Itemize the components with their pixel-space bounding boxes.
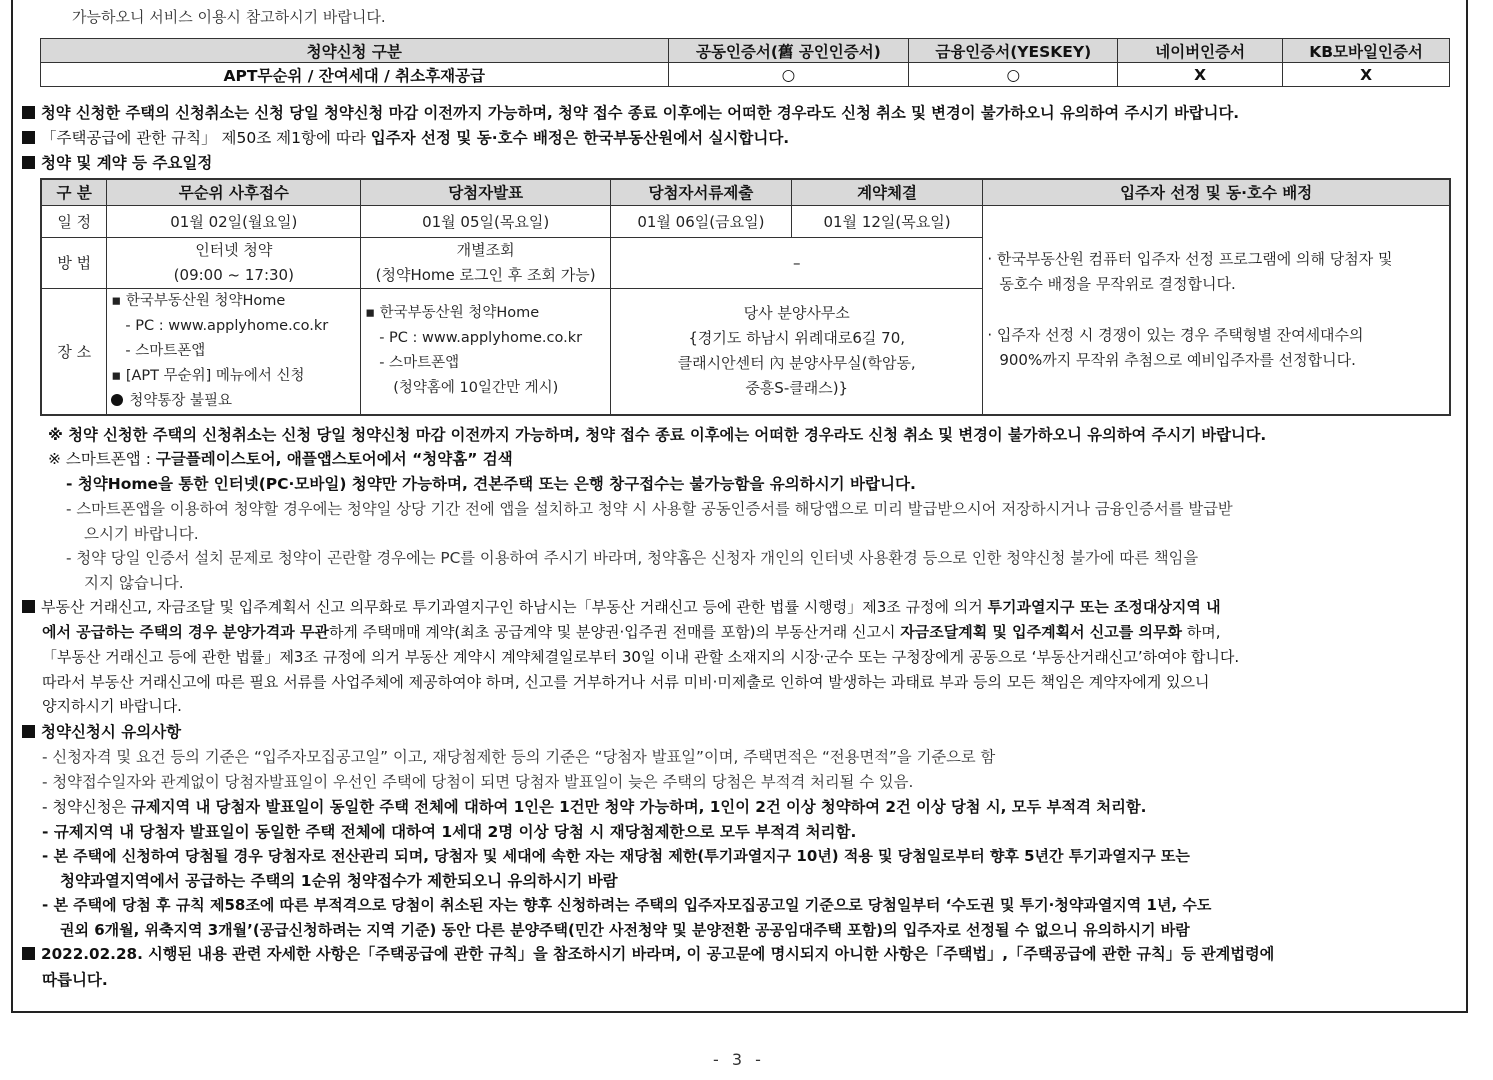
table-header-cell: KB모바일인증서	[1283, 39, 1450, 63]
certificate-table	[40, 38, 1450, 87]
bullet-dot-icon	[111, 394, 123, 406]
note-cert-problem-cont: 지지 않습니다.	[84, 574, 184, 592]
note-app-install: - 스마트폰앱을 이용하여 청약할 경우에는 청약일 상당 기간 전에 앱을 설치하고 청약 시 사용할 공동인증서를 해당앱으로 미리 발급받으시어 저장하시거나 금융인증서를 발급받	[66, 500, 1233, 518]
section-heading: 청약신청시 유의사항	[41, 723, 182, 741]
cell-line: (09:00 ~ 17:30)	[173, 265, 294, 284]
table-cell	[611, 288, 983, 415]
caution-title	[22, 720, 181, 742]
bullet-square-icon	[22, 131, 35, 144]
caution-item: - 본 주택에 신청하여 당첨될 경우 당첨자로 전산관리 되며, 당첨자 및 세대에 속한 자는 재당첨 제한(투기과열지구 10년) 적용 및 당첨일로부터 향후 5년간 투기과열지구 또는	[42, 847, 1190, 865]
final-notice-cont: 따릅니다.	[42, 971, 108, 989]
note-internet-only: - 청약Home을 통한 인터넷(PC·모바일) 청약만 가능하며, 견본주택 또는 은행 창구접수는 불가능함을 유의하시기 바랍니다.	[66, 475, 916, 493]
caution-item: - 규제지역 내 당첨자 발표일이 동일한 주택 전체에 대하여 1세대 2명 이상 당첨 시 재당첨제한으로 모두 부적격 처리함.	[42, 823, 857, 841]
cell-line: ▪ 한국부동산원 청약Home	[111, 292, 286, 309]
row-label: 방 법	[41, 237, 107, 288]
bullet-square-icon	[22, 725, 35, 738]
table-header-cell: 계약체결	[791, 179, 983, 205]
bullet-square-icon	[22, 106, 35, 119]
assignment-line: · 입주자 선정 시 경쟁이 있는 경우 주택형별 잔여세대수의	[987, 325, 1364, 344]
table-header-cell: 청약신청 구분	[41, 39, 669, 63]
schedule-title	[22, 151, 212, 173]
realestate-notice-line: 「부동산 거래신고 등에 관한 법률」제3조 규정에 의거 부동산 계약시 계약체결일로부터 30일 이내 관할 소재지의 시장·군수 또는 구청장에게 공동으로 ‘부동산거래신고’하여야 합니다.	[42, 648, 1240, 666]
note-cancel: ※ 청약 신청한 주택의 신청취소는 신청 당일 청약신청 마감 이전까지 가능하며, 청약 접수 종료 이후에는 어떠한 경우라도 신청 취소 및 변경이 불가하오니 유의하여 주시기 바랍니다.	[48, 426, 1267, 444]
notice-text: 부동산 거래신고, 자금조달 및 입주계획서 신고 의무화로 투기과열지구인 하남시는「부동산 거래신고 등에 관한 법률 시행령」제3조 규정에 의거	[41, 598, 988, 616]
notice-text: 「주택공급에 관한 규칙」 제50조 제1항에 따라	[41, 129, 371, 147]
notice-text-bold: 입주자 선정 및 동·호수 배정은 한국부동산원에서 실시합니다.	[370, 129, 790, 147]
cell-line: 중흥S-클래스)}	[745, 379, 849, 397]
cell-line: (청약홈에 10일간만 게시)	[393, 380, 559, 396]
notice-assignment	[22, 126, 789, 148]
table-cell	[361, 237, 611, 288]
table-header-cell: 구 분	[41, 179, 107, 205]
cell-line: - 스마트폰앱	[379, 355, 460, 371]
caution-item: - 본 주택에 당첨 후 규칙 제58조에 따른 부적격으로 당첨이 취소된 자는 향후 신청하려는 주택의 입주자모집공고일 기준으로 당첨일부터 ‘수도권 및 투기·청약과열지역 1년, 수도	[42, 896, 1212, 914]
notice-text-bold: 자금조달계획 및 입주계획서 신고를 의무화	[900, 623, 1182, 641]
assignment-line: 동호수 배정을 무작위로 결정합니다.	[999, 274, 1236, 293]
notice-text-bold: 에서 공급하는 주택의 경우 분양가격과 무관	[42, 623, 329, 641]
cell-line: - PC : www.applyhome.co.kr	[379, 330, 583, 346]
note-text-bold: 구글플레이스토어, 애플앱스토어에서 “청약홈” 검색	[155, 450, 513, 468]
table-header-cell: 당첨자발표	[361, 179, 611, 205]
table-cell: 01월 12일(목요일)	[791, 205, 983, 237]
cell-line: {경기도 하남시 위례대로6길 70,	[688, 329, 906, 347]
table-row	[41, 205, 1450, 237]
notice-cancel	[22, 101, 1239, 123]
cell-line: ▪ [APT 무순위] 메뉴에서 신청	[111, 367, 305, 384]
table-cell	[107, 288, 361, 415]
cell-line	[111, 389, 360, 414]
table-row	[41, 63, 1450, 87]
cell-line: 클래시안센터 內 분양사무실(학암동,	[677, 354, 916, 372]
table-cell: ○	[668, 63, 909, 87]
assignment-line: 900%까지 무작위 추첨으로 예비입주자를 선정합니다.	[999, 350, 1356, 369]
table-header-cell: 당첨자서류제출	[611, 179, 792, 205]
page-number: - 3 -	[713, 1050, 765, 1069]
caution-text: - 청약신청은	[42, 798, 132, 816]
assignment-cell	[983, 205, 1450, 415]
cell-line: - 스마트폰앱	[125, 342, 206, 359]
table-header-cell: 공동인증서(舊 공인인증서)	[668, 39, 909, 63]
certificate-table-header	[41, 39, 1450, 63]
table-cell: 01월 06일(금요일)	[611, 205, 792, 237]
cell-line: 개별조회	[456, 240, 515, 259]
table-header-cell: 무순위 사후접수	[107, 179, 361, 205]
section-heading: 청약 및 계약 등 주요일정	[41, 154, 213, 172]
cell-line: 당사 분양사무소	[743, 304, 850, 322]
caution-text-bold: 규제지역 내 당첨자 발표일이 동일한 주택 전체에 대하여 1인은 1건만 청약 가능하며, 1인이 2건 이상 청약하여 2건 이상 당첨 시, 모두 부적격 처리함.	[131, 798, 1147, 816]
note-smartphone-app	[48, 447, 513, 469]
table-cell	[361, 288, 611, 415]
table-cell: ○	[909, 63, 1118, 87]
intro-text: 가능하오니 서비스 이용시 참고하시기 바랍니다.	[72, 8, 386, 26]
cell-line: (청약Home 로그인 후 조회 가능)	[375, 265, 596, 284]
table-header-cell: 금융인증서(YESKEY)	[909, 39, 1118, 63]
bullet-square-icon	[22, 947, 35, 960]
caution-item-cont: 권외 6개월, 위축지역 3개월’(공급신청하려는 지역 기준) 동안 다른 분양주택(민간 사전청약 및 분양전환 공공임대주택 포함)의 입주자로 선정될 수 없으니 유의하시기 바람	[60, 921, 1190, 939]
caution-item-cont: 청약과열지역에서 공급하는 주택의 1순위 청약접수가 제한되오니 유의하시기 바람	[60, 872, 618, 890]
realestate-notice-line	[22, 596, 1221, 617]
final-notice	[22, 943, 1274, 964]
notice-text: 청약 신청한 주택의 신청취소는 신청 당일 청약신청 마감 이전까지 가능하며, 청약 접수 종료 이후에는 어떠한 경우라도 신청 취소 및 변경이 불가하오니 유의하여 주시기 바랍니다.	[41, 104, 1240, 122]
note-cert-problem: - 청약 당일 인증서 설치 문제로 청약이 곤란할 경우에는 PC를 이용하여 주시기 바라며, 청약홈은 신청자 개인의 인터넷 사용환경 등으로 인한 청약신청 불가에 따른 책임을	[66, 549, 1199, 567]
table-header-cell: 네이버인증서	[1118, 39, 1283, 63]
table-cell: –	[611, 237, 983, 288]
notice-text: 하게 주택매매 계약(최초 공급계약 및 분양권·입주권 전매를 포함)의 부동산거래 신고시	[328, 623, 901, 641]
realestate-notice-line: 따라서 부동산 거래신고에 따른 필요 서류를 사업주체에 제공하여야 하며, 신고를 거부하거나 서류 미비·미제출로 인하여 발생하는 과태료 부과 등의 모든 책임은 계약자에게 있으니	[42, 673, 1210, 691]
note-text: ※ 스마트폰앱 :	[48, 450, 156, 468]
bullet-square-icon	[22, 156, 35, 169]
cell-text: 청약통장 불필요	[129, 392, 233, 409]
schedule-table-header	[41, 179, 1450, 205]
notice-text-bold: 투기과열지구 또는 조정대상지역 내	[987, 598, 1221, 616]
caution-item: - 청약접수일자와 관계없이 당첨자발표일이 우선인 주택에 당첨이 되면 당첨자 발표일이 늦은 주택의 당첨은 부적격 처리될 수 있음.	[42, 773, 914, 791]
table-cell: 01월 05일(목요일)	[361, 205, 611, 237]
table-cell: 01월 02일(월요일)	[107, 205, 361, 237]
row-label: 장 소	[41, 288, 107, 415]
cell-line: ▪ 한국부동산원 청약Home	[365, 305, 540, 321]
cell-line: 인터넷 청약	[195, 240, 273, 259]
realestate-notice-line: 양지하시기 바랍니다.	[42, 697, 182, 715]
schedule-table	[40, 178, 1451, 416]
caution-item: - 신청자격 및 요건 등의 기준은 “입주자모집공고일” 이고, 재당첨제한 등의 기준은 “당첨자 발표일”이며, 주택면적은 “전용면적”을 기준으로 함	[42, 748, 996, 766]
table-cell: X	[1283, 63, 1450, 87]
realestate-notice-line	[42, 621, 1221, 642]
notice-text: 하며,	[1181, 623, 1221, 641]
cell-line: - PC : www.applyhome.co.kr	[125, 317, 329, 334]
bullet-square-icon	[22, 600, 35, 613]
assignment-line: · 한국부동산원 컴퓨터 입주자 선정 프로그램에 의해 당첨자 및	[987, 249, 1393, 268]
caution-item	[42, 795, 1146, 817]
notice-text: 2022.02.28. 시행된 내용 관련 자세한 사항은「주택공급에 관한 규칙」을 참조하시기 바라며, 이 공고문에 명시되지 아니한 사항은「주택법」,「주택공급에 관한 규칙」등 관계법령에	[41, 945, 1275, 963]
row-label: 일 정	[41, 205, 107, 237]
note-app-install-cont: 으시기 바랍니다.	[84, 525, 199, 543]
table-header-cell: 입주자 선정 및 동·호수 배정	[983, 179, 1450, 205]
table-cell: APT무순위 / 잔여세대 / 취소후재공급	[41, 63, 669, 87]
table-cell: X	[1118, 63, 1283, 87]
table-cell	[107, 237, 361, 288]
